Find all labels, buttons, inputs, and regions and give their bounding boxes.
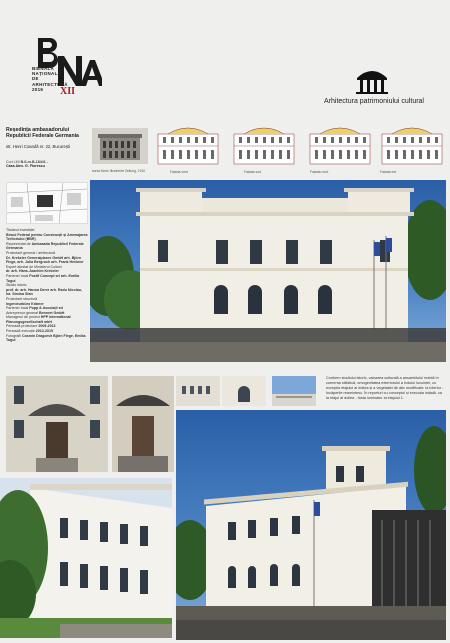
credit-11-value: Ingenieurbüro Krämer — [6, 301, 44, 306]
credit-13-label: Antreprenor general — [6, 310, 38, 315]
credit-2-label: Reprezentat de — [6, 241, 31, 246]
credit-14-value: HPP International Planungsgesellschaft mbH — [6, 315, 71, 324]
credit-5-label: Expert atestat de Ministerul Culturii — [6, 264, 62, 269]
logo-subtitle-5: 2016 — [32, 86, 44, 92]
photo-entrance-canopy-2 — [112, 376, 174, 472]
credit-1-value: Biroul Federal pentru Construcții și Amenajarea Teritoriului (BBR) — [6, 232, 88, 242]
credit-13-value: Bennert GmbH — [38, 310, 65, 315]
photo-thumb-3 — [272, 376, 316, 406]
credit-4-value: Dr. Krekeler Generalplaner GmbH arh. Björn Fiege, arh. Julia Bergruch arh. Frank Heckner — [6, 255, 84, 265]
logo-subtitle-3: DE — [32, 76, 39, 82]
project-address: str. Henri Coandă nr. 22, București — [6, 143, 71, 149]
credit-14-label: Managerul de proiect — [6, 315, 40, 320]
facade-drawing-west — [154, 120, 222, 168]
logo-subtitle-1: BIENALA — [32, 66, 55, 71]
section-title: Arhitectura patrimoniului cultural — [324, 98, 424, 105]
logo-subtitle-2: NAȚIONALĂ — [32, 71, 62, 77]
facade-drawing-south — [230, 120, 298, 168]
credit-9-value: prof. dr. arh. Hanna Derer arh. Radu Nicolau, ist. Simina Stan — [6, 287, 82, 297]
credit-3-label: Proiectant general / arhitectură — [6, 250, 56, 255]
logo-edition: XII — [60, 86, 76, 97]
heritage-pavilion-icon — [355, 66, 389, 94]
facade-label-south: Fațada sud — [244, 170, 261, 174]
photo-thumb-2 — [222, 376, 266, 406]
logo-subtitle-4: ARHITECTURĂ — [32, 81, 68, 87]
credit-16-label: Perioadă execuție — [6, 329, 35, 334]
credit-17-value: Cosmin Dragomir Björn Fiege, Emilia Tugui — [6, 333, 86, 343]
facade-drawing-north — [306, 120, 374, 168]
photo-thumb-1 — [176, 376, 220, 406]
credit-7-label: Partener local — [6, 273, 29, 278]
credit-16-value: 2013-2015 — [35, 329, 53, 334]
main-facade-photo — [90, 180, 446, 362]
archive-caption: sursa Neue Illustrierte Zeitung, 1910 — [92, 169, 146, 173]
cod-lmi-label: Cod LMI — [6, 159, 20, 164]
credits-block — [6, 228, 88, 343]
credit-2-value: Ambasada Republicii Federale Germania — [6, 241, 84, 251]
archive-photo — [92, 128, 148, 164]
credit-8-label: Studiu istoric — [6, 283, 27, 288]
credit-15-label: Perioadă proiectare — [6, 324, 38, 329]
credit-12-label: Partener local — [6, 306, 29, 311]
credit-17-label: Fotografii — [6, 333, 21, 338]
bna-logo — [32, 36, 102, 116]
credit-7-value: Postif Concept srl arh. Emilia Tugui — [6, 273, 80, 283]
cod-lmi-line2: Casa Alex. G. Florescu — [6, 163, 45, 168]
project-title-line-1: Reședința ambasadorului — [6, 127, 70, 133]
facade-view-photo — [176, 410, 446, 640]
facade-drawing-east — [378, 120, 446, 168]
credit-6-value: dr. arh. Hans-Joachim Krekeler — [6, 269, 59, 274]
facade-drawings — [154, 120, 446, 180]
side-facade-photo — [0, 478, 172, 638]
credit-12-value: Popp & Asociații srl — [29, 306, 64, 311]
facade-label-west: Fațada vest — [170, 170, 188, 174]
cod-lmi-value: B-II-m-B-18441 - — [20, 159, 48, 164]
credit-15-value: 2009-2013 — [38, 324, 56, 329]
photo-entrance-canopy-1 — [6, 376, 108, 472]
facade-label-east: Fațada est — [380, 170, 397, 174]
facade-label-north: Fațada nord — [310, 170, 329, 174]
credit-0-label: Titularul investiției — [6, 228, 35, 232]
project-description: Conform studiului istoric, valoarea culturală a ansamblului rezidă în coerența stilistică, omogenitatea exteriorului a holului locuinței, cu excepția etajului al doilea și a vegetației de atic modificate; la interior - încăperile reamintesc. În reporturi cu conceptul și execuția inițială, ca la etajul al doilea - fosta luminator al etajului 1. — [326, 376, 444, 400]
site-plan — [6, 182, 88, 224]
project-title-line-2: Republicii Federale Germania — [6, 132, 79, 139]
credit-10-label: Proiectant structură — [6, 296, 38, 301]
